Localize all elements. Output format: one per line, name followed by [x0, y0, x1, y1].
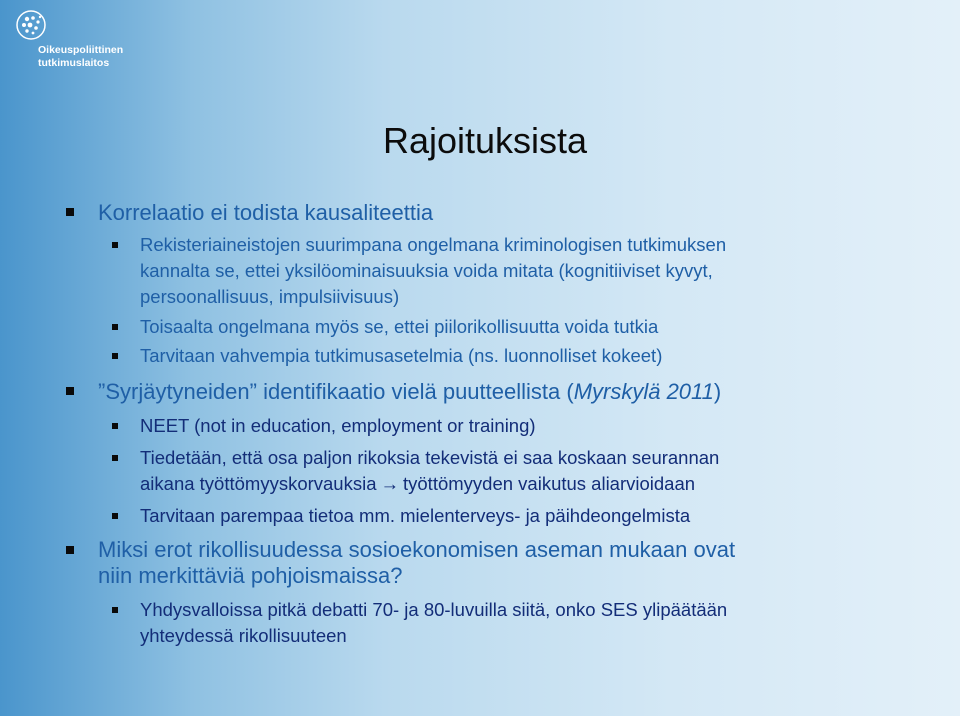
bullet-item	[140, 597, 920, 649]
bullet-square	[66, 208, 74, 216]
bullet-square	[66, 546, 74, 554]
bullet-square	[112, 324, 118, 330]
bullet-text-line: Yhdysvalloissa pitkä debatti 70- ja 80-luvuilla siitä, onko SES ylipäätään	[140, 599, 728, 620]
bullet-text: Tarvitaan vahvempia tutkimusasetelmia (ns. luonnolliset kokeet)	[140, 345, 663, 366]
bullet-square	[112, 607, 118, 613]
bullet-item	[140, 314, 920, 340]
bullet-text: Toisaalta ongelmana myös se, ettei piilorikollisuutta voida tutkia	[140, 316, 659, 337]
bullet-text-pre: ”Syrjäytyneiden” identifikaatio vielä puutteellista (	[98, 379, 574, 404]
bullet-item	[98, 379, 938, 405]
bullet-item	[140, 503, 920, 529]
bullet-text-line: niin merkittäviä pohjoismaissa?	[98, 563, 403, 588]
bullet-square	[112, 423, 118, 429]
bullet-square	[112, 513, 118, 519]
bullet-text: Tarvitaan parempaa tietoa mm. mielenterveys- ja päihdeongelmista	[140, 505, 691, 526]
bullet-item	[140, 413, 920, 439]
citation-italic: Myrskylä 2011	[573, 379, 714, 404]
bullet-text-line: persoonallisuus, impulsiivisuus)	[140, 286, 400, 307]
bullet-text: Korrelaatio ei todista kausaliteettia	[98, 200, 434, 225]
bullet-text-line: Rekisteriaineistojen suurimpana ongelmana kriminologisen tutkimuksen	[140, 234, 727, 255]
bullet-text-line: kannalta se, ettei yksilöominaisuuksia voida mitata (kognitiiviset kyvyt,	[140, 260, 713, 281]
bullet-item	[140, 232, 920, 310]
bullet-item	[98, 200, 938, 226]
slide-title-text: Rajoituksista	[382, 120, 588, 161]
bullet-text-line: Miksi erot rikollisuudessa sosioekonomisen aseman mukaan ovat	[98, 537, 736, 562]
arrow-right-icon: →	[380, 473, 399, 494]
logo-line1: Oikeuspoliittinen	[38, 44, 124, 56]
bullet-item	[140, 445, 920, 497]
bullet-text: NEET (not in education, employment or training)	[140, 415, 536, 436]
bullet-text-line: yhteydessä rikollisuuteen	[140, 625, 347, 646]
bullet-text-post: työttömyyden vaikutus aliarvioidaan	[403, 473, 696, 494]
bullet-square	[112, 353, 118, 359]
bullet-item	[140, 343, 920, 369]
bullet-text-line	[140, 471, 920, 497]
bullet-square	[112, 242, 118, 248]
bullet-text-pre: aikana työttömyyskorvauksia	[140, 473, 377, 494]
logo-line2: tutkimuslaitos	[38, 57, 110, 69]
bullet-square	[66, 387, 74, 395]
bullet-text-post: )	[713, 379, 722, 404]
bullet-square	[112, 455, 118, 461]
bullet-item	[98, 537, 938, 589]
bullet-text-line: Tiedetään, että osa paljon rikoksia tekevistä ei saa koskaan seurannan	[140, 447, 720, 468]
